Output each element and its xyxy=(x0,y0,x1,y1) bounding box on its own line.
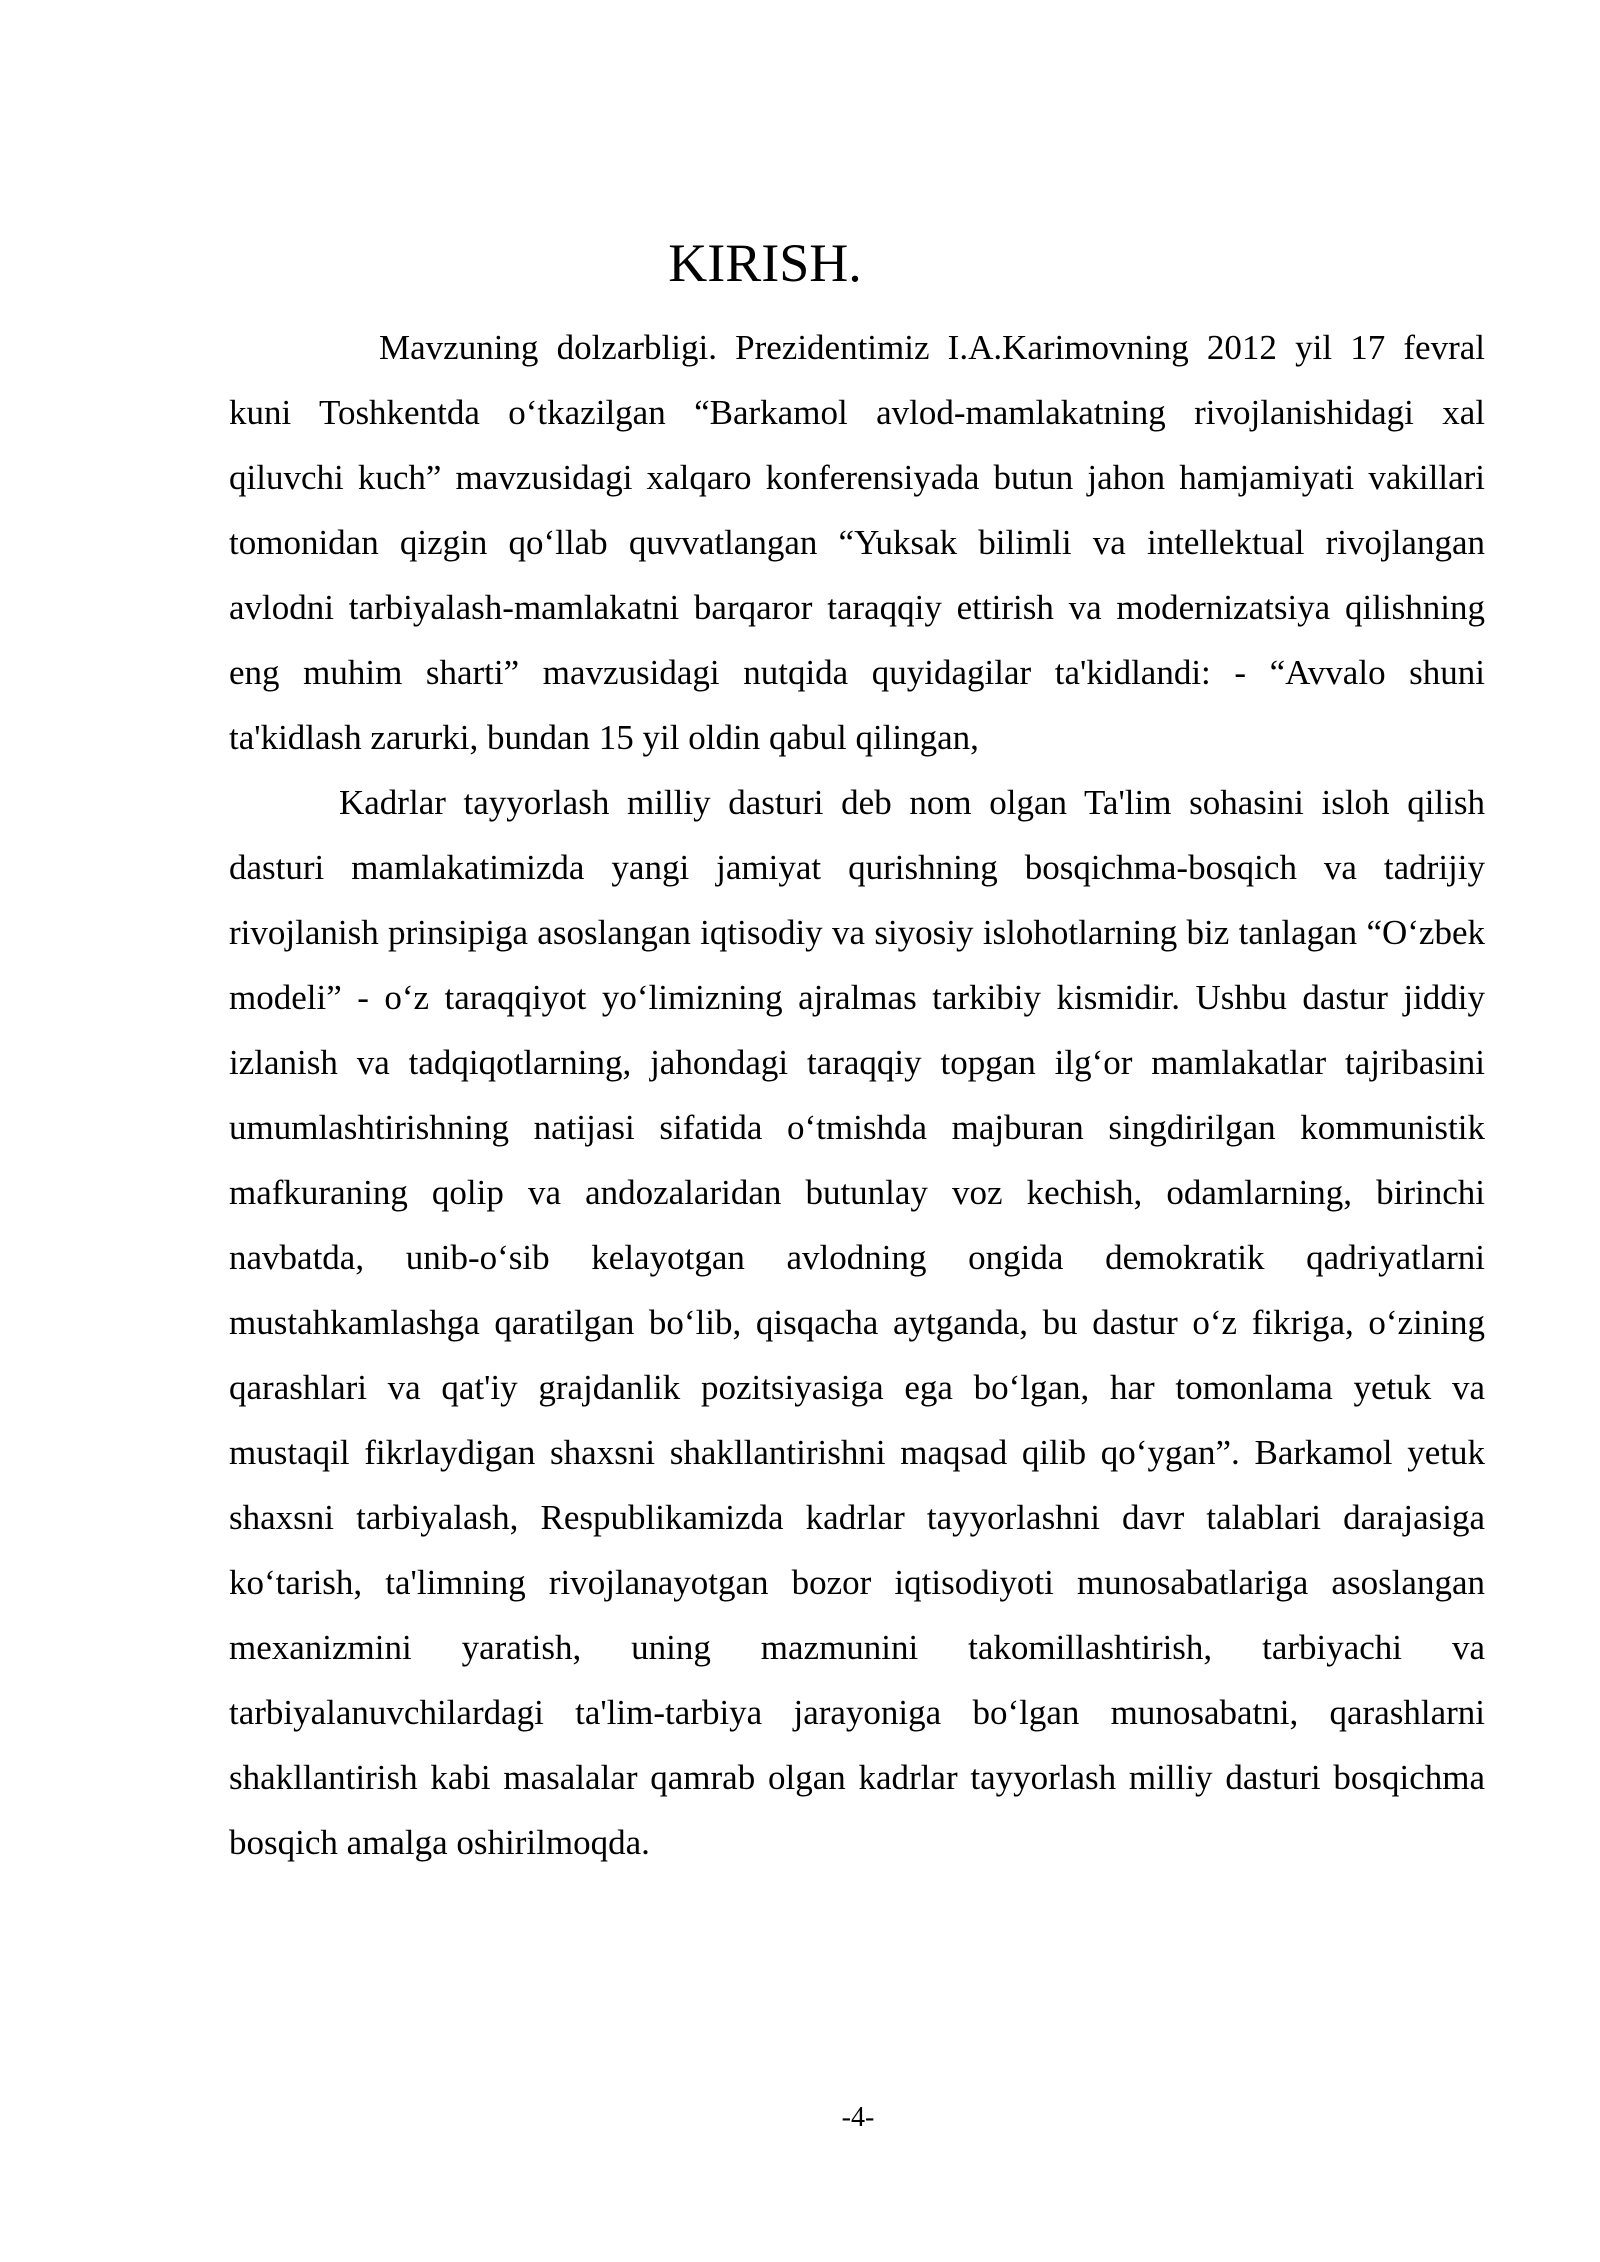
page-title: KIRISH. xyxy=(668,233,862,293)
body-text xyxy=(229,315,1485,1875)
paragraph-relevance: Mavzuning dolzarbligi. Prezidentimiz I.A.Karimovning 2012 yil 17 fevral kuni Toshkentda o‘tkazilgan “Barkamol avlod-mamlakatning rivojlanishidagi xal qiluvchi kuch” mavzusidagi xalqaro konferensiyada butun jahon hamjamiyati vakillari tomonidan qizgin qo‘llab quvvatlangan “Yuksak bilimli va intellektual rivojlangan avlodni tarbiyalash-mamlakatni barqaror taraqqiy ettirish va modernizatsiya qilishning eng muhim sharti” mavzusidagi nutqida quyidagilar ta'kidlandi: - “Avvalo shuni ta'kidlash zarurki, bundan 15 yil oldin qabul qilingan, xyxy=(229,328,1485,757)
page-number: -4- xyxy=(841,2102,875,2133)
paragraph-personnel-program: Kadrlar tayyorlash milliy dasturi deb nom olgan Ta'lim sohasini isloh qilish dasturi mamlakatimizda yangi jamiyat qurishning bosqichma-bosqich va tadrijiy rivojlanish prinsipiga asoslangan iqtisodiy va siyosiy islohotlarning biz tanlagan “O‘zbek modeli” - o‘z taraqqiyot yo‘limizning ajralmas tarkibiy kismidir. Ushbu dastur jiddiy izlanish va tadqiqotlarning, jahondagi taraqqiy topgan ilg‘or mamlakatlar tajribasini umumlashtirishning natijasi sifatida o‘tmishda majburan singdirilgan kommunistik mafkuraning qolip va andozalaridan butunlay voz kechish, odamlarning, birinchi navbatda, unib-o‘sib kelayotgan avlodning ongida demokratik qadriyatlarni mustahkamlashga qaratilgan bo‘lib, qisqacha aytganda, bu dastur o‘z fikriga, o‘zining qarashlari va qat'iy grajdanlik pozitsiyasiga ega bo‘lgan, har tomonlama yetuk va mustaqil fikrlaydigan shaxsni shakllantirishni maqsad qilib qo‘ygan”. Barkamol yetuk shaxsni tarbiyalash, Respublikamizda kadrlar tayyorlashni davr talablari darajasiga ko‘tarish, ta'limning rivojlanayotgan bozor iqtisodiyoti munosabatlariga asoslangan mexanizmini yaratish, uning mazmunini takomillashtirish, tarbiyachi va tarbiyalanuvchilardagi ta'lim-tarbiya jarayoniga bo‘lgan munosabatni, qarashlarni shakllantirish kabi masalalar qamrab olgan kadrlar tayyorlash milliy dasturi bosqichma bosqich amalga oshirilmoqda. xyxy=(229,783,1485,1862)
